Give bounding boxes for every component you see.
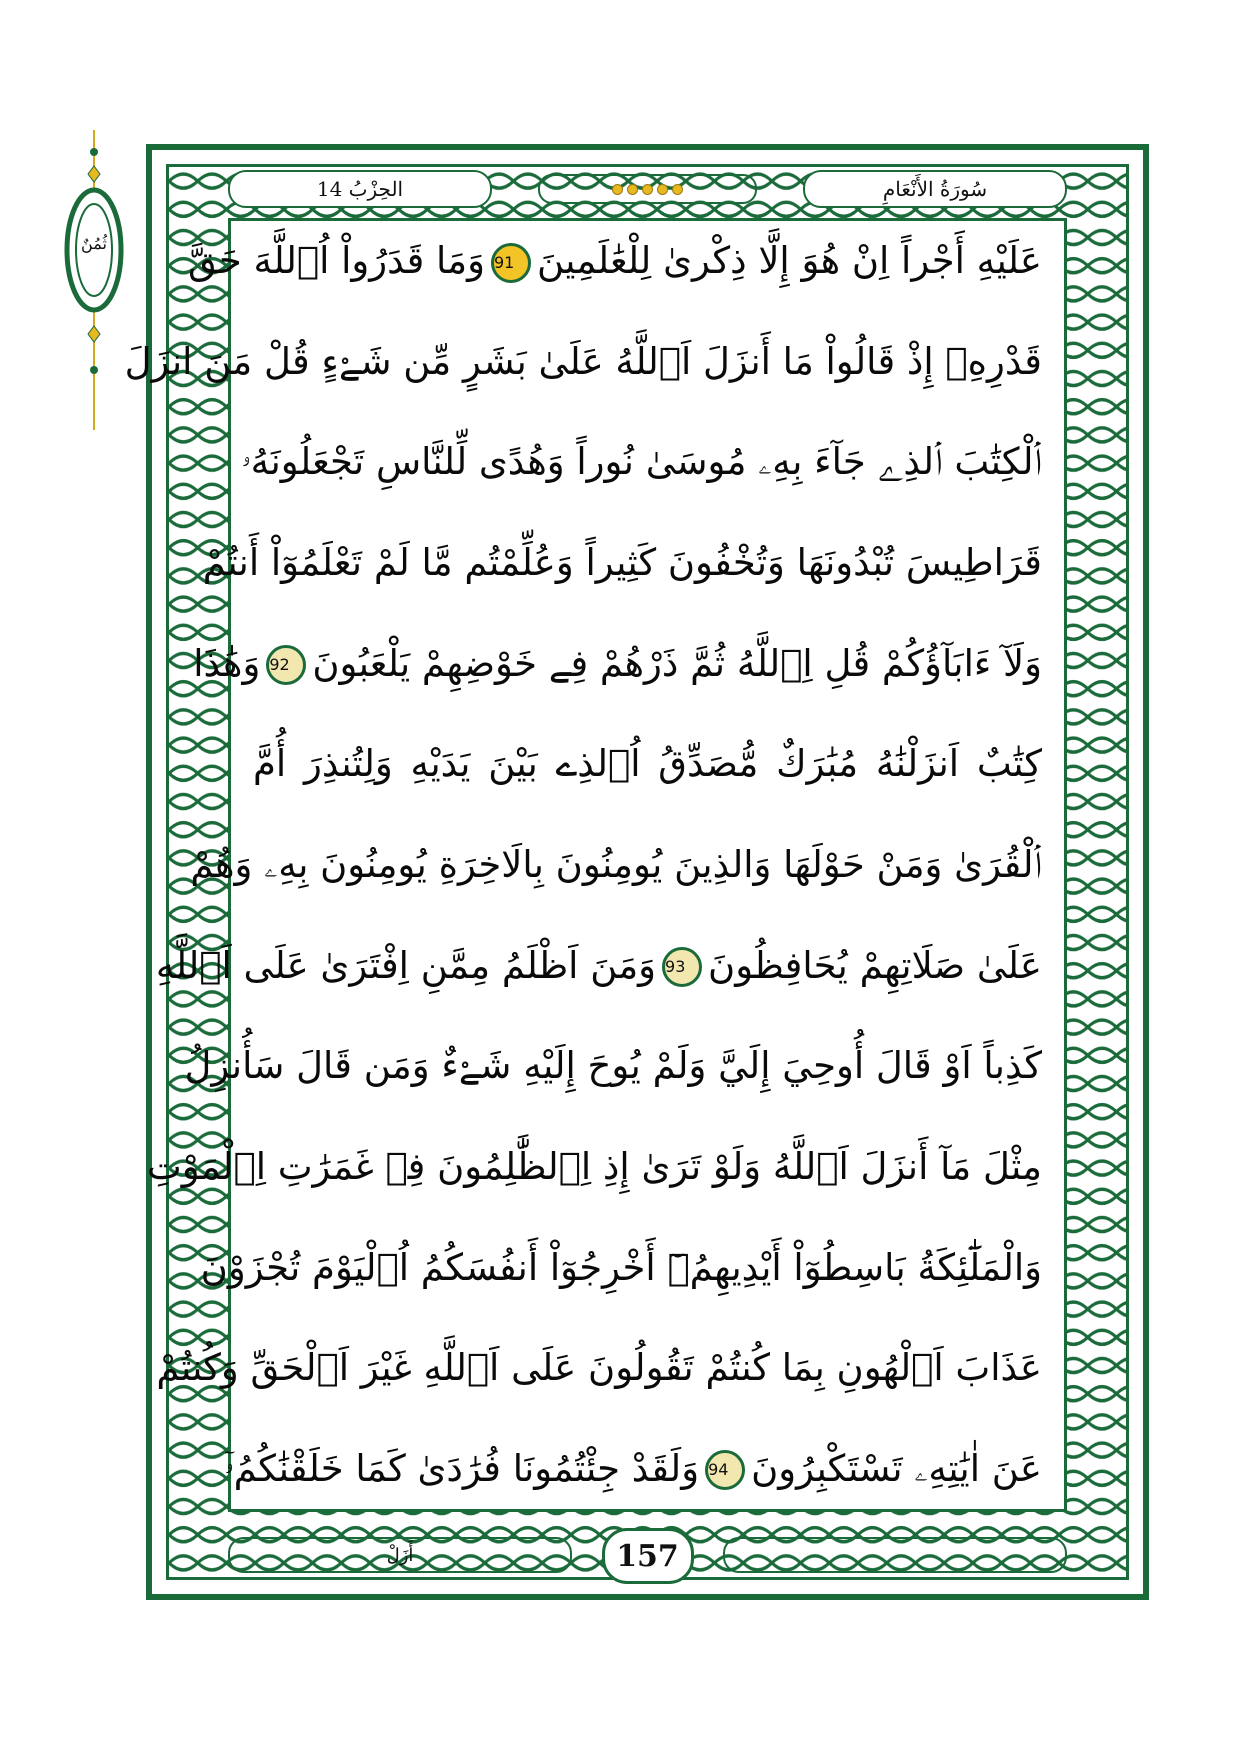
surah-name-box xyxy=(803,170,1067,208)
page-frame xyxy=(124,144,1149,1600)
text-line: كَذِباً اَوْ قَالَ أُوحِيَ إِلَيَّ وَلَمْ يُوحَ إِلَيْهِ شَےْءٌ وَمَن قَالَ سَأُنزِلُ xyxy=(184,1044,1042,1088)
footer-ornament-box xyxy=(723,1537,1067,1573)
gold-dot-icon xyxy=(672,184,683,195)
gold-dot-icon xyxy=(657,184,668,195)
text-line: وَالْمَلَٰٓئِكَةُ بَاسِطُوٓاْ أَيْدِيهِمُۥٓ أَخْرِجُوٓاْ أَنفُسَكُمُ اُ۬لْيَوْمَ تُجْزَوْنَ xyxy=(200,1245,1042,1289)
hizb-quarter-label: أَزَلْ xyxy=(386,1544,414,1566)
ayah-number-marker: 94 xyxy=(705,1450,745,1490)
page-footer xyxy=(228,1534,1067,1574)
margin-label: ثُمُنٌ xyxy=(81,234,107,253)
text-line: وَلَآ ءَابَآؤُكُمْ قُلِ اِ۬للَّهُ ثُمَّ ذَرْهُمْ فِے خَوْضِهِمْ يَلْعَبُونَ92وَهَٰذَا xyxy=(193,641,1042,685)
hizb-quarter-box xyxy=(228,1537,572,1573)
quran-text-panel xyxy=(124,218,1067,1512)
ayah-number-marker: 92 xyxy=(266,645,306,685)
hizb-label: الحِزْبُ 14 xyxy=(316,177,404,201)
ayah-number-marker: 91 xyxy=(491,243,531,283)
margin-ornament-icon xyxy=(64,130,124,430)
text-line: عَنَ اٰيَٰتِهِۦ تَسْتَكْبِرُونَ94وَلَقَدْ جِئْتُمُونَا فُرَٰدَىٰ كَمَا خَلَقْنَٰكُمُۥٓ xyxy=(224,1446,1042,1490)
text-line: عَذَابَ اَ۬لْهُونِ بِمَا كُنتُمْ تَقُولُونَ عَلَى اَ۬للَّهِ غَيْرَ اَ۬لْحَقِّ وَكُنتُمْ xyxy=(156,1346,1042,1390)
text-line: عَلَيْهِ أَجْراً اِنْ هُوَ إِلَّا ذِكْرىٰ لِلْعَٰلَمِينَ91وَمَا قَدَرُواْ اُ۬للَّهَ حَقَّ xyxy=(188,239,1042,282)
text-line: عَلَىٰ صَلَاتِهِمْ يُحَافِظُونَ93وَمَنَ اَظْلَمُ مِمَّنِ اِفْتَرَىٰ عَلَى اَ۬للَّهِ xyxy=(155,943,1042,987)
gold-dot-icon xyxy=(612,184,623,195)
surah-name: سُورَةُ الأَنْعَامِ xyxy=(882,177,988,201)
verse-lines xyxy=(124,231,1042,1499)
header-gold-dots xyxy=(538,174,757,204)
text-line: اَ۬لْقُرَىٰ وَمَنْ حَوْلَهَا وَالذِينَ يُومِنُونَ بِالَاخِرَةِ يُومِنُونَ بِهِۦ وَهُمْ xyxy=(190,842,1042,886)
thumun-margin-marker xyxy=(64,130,124,430)
text-line: كِتَٰبٌ اَنزَلْنَٰهُ مُبَٰرَكٌ مُّصَدِّقُ اُ۬لذِے بَيْنَ يَدَيْهِ وَلِتُنذِرَ أُمَّ xyxy=(253,742,1042,786)
page-number: 157 xyxy=(602,1528,694,1584)
text-line: اَ۬لْكِتَٰبَ اَ۬لذِے جَآءَ بِهِۦ مُوسَىٰ نُوراً وَهُدًى لِّلنَّاسِ تَجْعَلُونَهُۥ xyxy=(241,440,1042,484)
text-line: قَرَاطِيسَ تُبْدُونَهَا وَتُخْفُونَ كَثِيراً وَعُلِّمْتُم مَّا لَمْ تَعْلَمُوٓاْ أَنتُمْ xyxy=(202,540,1042,584)
page-header xyxy=(228,170,1067,204)
hizb-box xyxy=(228,170,492,208)
ayah-number-marker: 93 xyxy=(662,947,702,987)
text-line: مِثْلَ مَآ أَنزَلَ اَ۬للَّهُ وَلَوْ تَرَىٰ إِذِ اِ۬لظَّٰلِمُونَ فِے غَمَرَٰتِ اِ۬لْمَوْتِ xyxy=(146,1144,1042,1188)
gold-dot-icon xyxy=(627,184,638,195)
text-line: قَدْرِهِۦ إِذْ قَالُواْ مَا أَنزَلَ اَ۬للَّهُ عَلَىٰ بَشَرٍ مِّن شَےْءٍ قُلْ مَنَ انزَلَ xyxy=(124,339,1042,383)
gold-dot-icon xyxy=(642,184,653,195)
